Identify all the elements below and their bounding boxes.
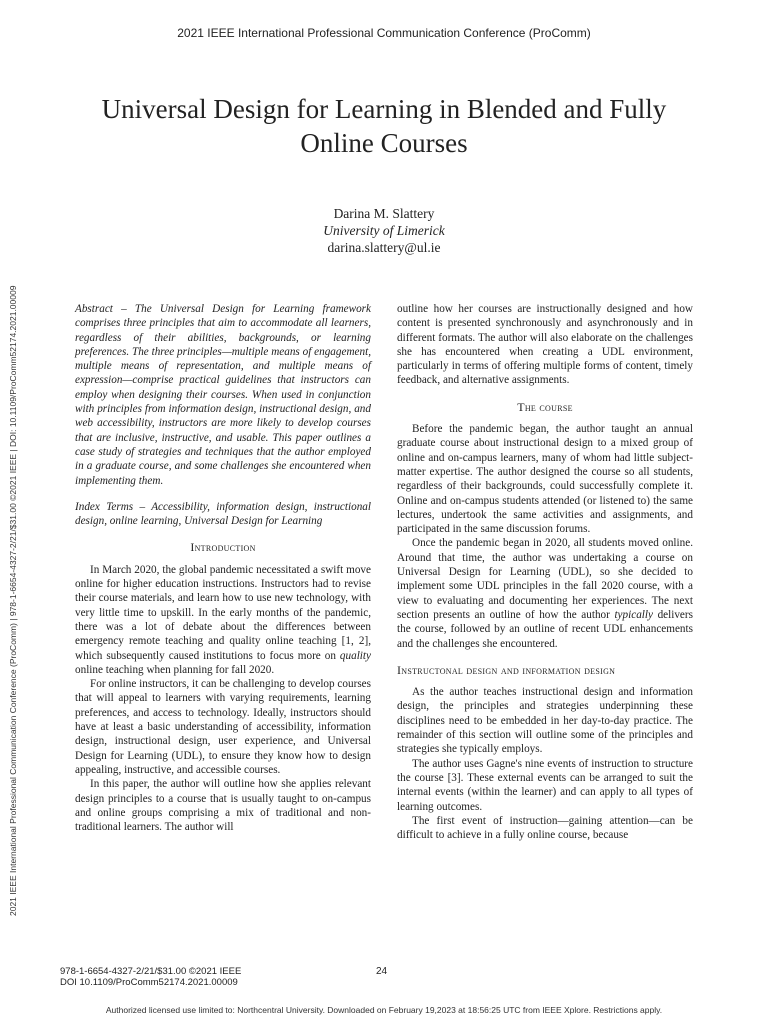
paragraph: [75, 563, 371, 677]
paragraph: For online instructors, it can be challenging to develop courses that will appeal to learners with varying requirements, learning preferences, and access to technology. Ideally, instructors should have at least a basic understanding of accessibility, information design, instructional design, user experience, and Universal Design for Learning (UDL), to ensure they know how to design appealing, instructive, and accessible courses.: [75, 678, 371, 776]
abstract: Abstract – The Universal Design for Learning framework comprises three principles that aim to accommodate all learners, regardless of their abilities, backgrounds, or learning preferences. The three principles—multiple means of engagement, multiple means of representation, and multiple means of expression—comprise practical guidelines that instructors can employ when designing their courses. When used in conjunction with principles from information design, instructional design, and web accessibility, instructors are more likely to develop courses that are inclusive, instructive, and usable. This paper outlines a case study of strategies and techniques that the author employed in a graduate course, and some challenges she encountered when implementing them.: [75, 303, 371, 487]
paragraph: outline how her courses are instructionally designed and how content is presented synchronously and asynchronously and in different formats. The author will also elaborate on the challenges she has encountered when creating a UDL environment, particularly in terms of offering multiple forms of content, timely feedback, and alternative assignments.: [397, 303, 693, 387]
paragraph: In this paper, the author will outline how she applies relevant design principles to a course that is usually taught to on-campus and online groups comprising a mix of traditional and non-traditional learners. The author will: [75, 778, 371, 834]
paragraph: Before the pandemic began, the author taught an annual graduate course about instructional design to a mixed group of online and on-campus learners, many of whom had little subject-matter expertise. The author designed the course so all students, regardless of their backgrounds, could successfully complete it. Online and on-campus students attended (or listened to) the same lectures, undertook the same activities and assignments, and participated in the same discussion forums.: [397, 423, 693, 536]
paragraph: The first event of instruction—gaining attention—can be difficult to achieve in a fully online course, because: [397, 814, 693, 842]
section-heading-design: Instructonal design and information design: [397, 662, 616, 677]
paragraph: As the author teaches instructional design and information design, the principles and strategies underpinning these disciplines need to be embedded in her day-to-day practice. The remainder of this section will outline some of the principles and strategies she typically employs.: [397, 686, 693, 756]
author-name: Darina M. Slattery: [333, 206, 435, 221]
emphasis-text: quality: [339, 649, 371, 662]
paragraph-text: online teaching when planning for fall 2020.: [75, 663, 275, 676]
author-block: [0, 205, 768, 256]
right-column: [397, 302, 693, 842]
paragraph-text: Once the pandemic began in 2020, all students moved online. Around that time, the author was undertaking a course on Universal Design for Learning (UDL), so she decided to implement some UDL principles in the fall 2020 course, with a view to evaluating and documenting her experiences. The next section presents an outline of how the author: [397, 537, 693, 621]
conference-header: 2021 IEEE International Professional Communication Conference (ProComm): [177, 26, 591, 40]
paper-title: Universal Design for Learning in Blended and Fully Online Courses: [101, 94, 667, 158]
index-terms: Index Terms – Accessibility, information design, instructional design, online learning, Universal Design for Learning: [75, 500, 371, 528]
emphasis-text: typically: [614, 608, 653, 621]
paragraph-text: delivers the course, followed by an outline of recent UDL enhancements and the challenges she encountered.: [397, 608, 693, 650]
paragraph-text: In March 2020, the global pandemic necessitated a swift move online for higher education instructions. Instructors had to revise their course materials, and learn how to use new technology, with very little time to upskill. In the early months of the pandemic, there was a lot of debate about the differences between emergency remote teaching and quality online teaching [1, 2], which subsequently caused institutions to focus more on: [75, 563, 371, 662]
section-heading-course: The course: [517, 399, 573, 414]
side-identifier: [6, 160, 22, 920]
left-column: [75, 302, 371, 834]
doi-line: DOI 10.1109/ProComm52174.2021.00009: [60, 977, 238, 988]
license-notice: Authorized licensed use limited to: Northcentral University. Downloaded on February 19,2023 at 18:56:25 UTC from IEEE Xplore. Restrictions apply.: [105, 1005, 663, 1015]
paragraph: [397, 536, 693, 650]
paragraph: The author uses Gagne's nine events of instruction to structure the course [3]. These external events can be arranged to suit the internal events (within the learner) and can apply to all types of learning outcomes.: [397, 757, 693, 813]
page-number: 24: [376, 966, 388, 977]
author-affiliation: University of Limerick: [323, 223, 445, 238]
section-heading-introduction: Introduction: [190, 540, 256, 555]
author-email: darina.slattery@ul.ie: [327, 240, 441, 255]
side-identifier-text: 2021 IEEE International Professional Communication Conference (ProComm) | 978-1-6654-4327-2/21/$31.00 ©2021 IEEE | DOI: 10.1109/ProComm52174.2021.00009: [8, 285, 18, 916]
isbn-line: 978-1-6654-4327-2/21/$31.00 ©2021 IEEE: [60, 966, 242, 977]
footer-citation: [60, 966, 241, 988]
